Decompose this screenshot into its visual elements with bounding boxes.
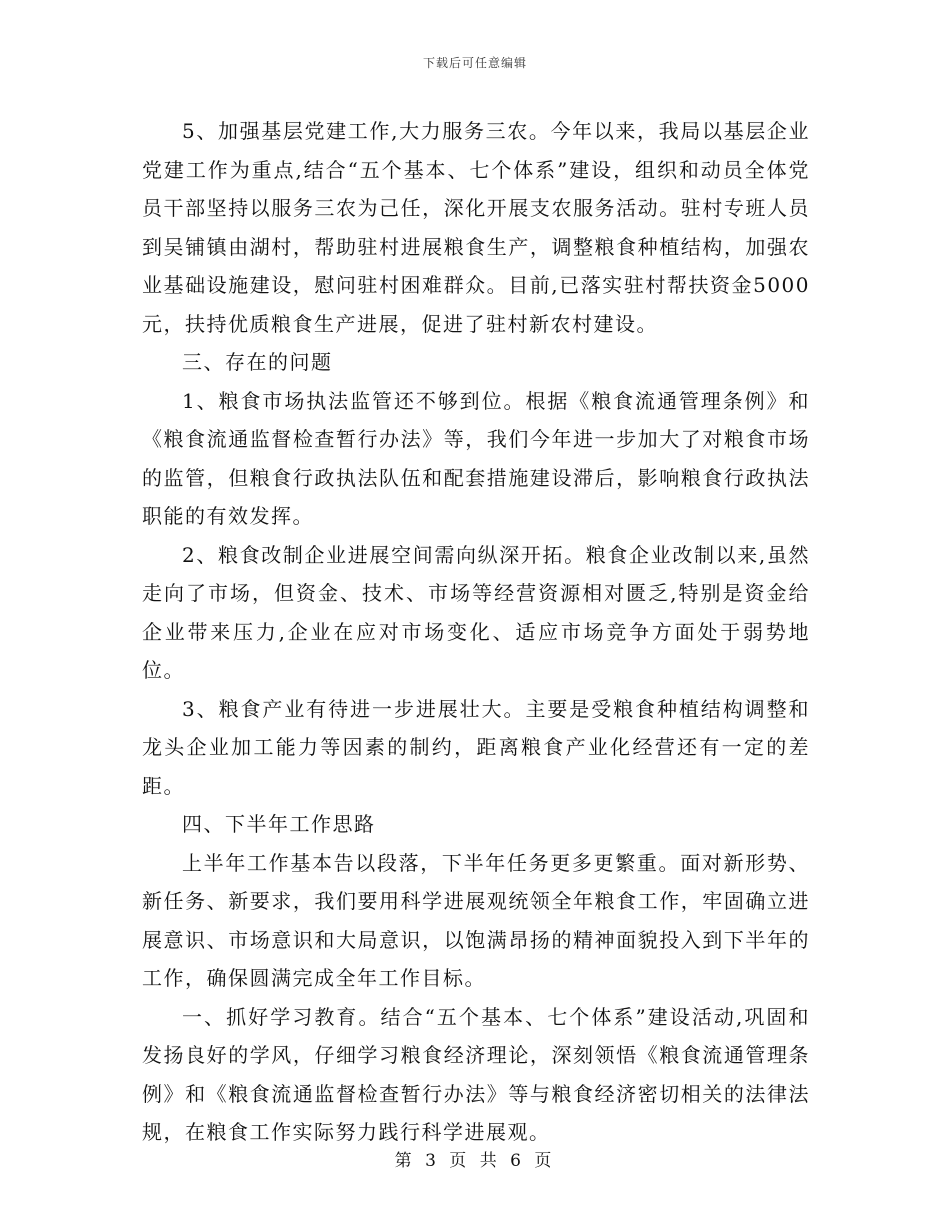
paragraph-plan-intro: 上半年工作基本告以段落，下半年任务更多更繁重。面对新形势、新任务、新要求，我们要用科学进展观统领全年粮食工作，牢固确立进展意识、市场意识和大局意识，以饱满昂扬的精神面貌投入到下半年的工作，确保圆满完成全年工作目标。: [142, 850, 810, 990]
paragraph-problem-3: 3、粮食产业有待进一步进展壮大。主要是受粮食种植结构调整和龙头企业加工能力等因素的制约，距离粮食产业化经营还有一定的差距。: [142, 696, 810, 798]
page-header: 下载后可任意编辑: [422, 56, 527, 70]
section-heading-plan: 四、下半年工作思路: [182, 812, 376, 836]
paragraph-plan-study: 一、抓好学习教育。结合“五个基本、七个体系”建设活动,巩固和发扬良好的学风，仔细学习粮食经济理论，深刻领悟《粮食流通管理条例》和《粮食流通监督检查暂行办法》等与粮食经济密切相关的法律法规，在粮食工作实际努力践行科学进展观。: [142, 1004, 810, 1144]
section-heading-problems: 三、存在的问题: [182, 350, 333, 374]
paragraph-problem-1: 1、粮食市场执法监管还不够到位。根据《粮食流通管理条例》和《粮食流通监督检查暂行办法》等，我们今年进一步加大了对粮食市场的监管，但粮食行政执法队伍和配套措施建设滞后，影响粮食行政执法职能的有效发挥。: [142, 388, 810, 528]
paragraph-party-building: 5、加强基层党建工作,大力服务三农。今年以来，我局以基层企业党建工作为重点,结合“五个基本、七个体系”建设，组织和动员全体党员干部坚持以服务三农为己任，深化开展支农服务活动。驻村专班人员到吴铺镇由湖村，帮助驻村进展粮食生产，调整粮食种植结构，加强农业基础设施建设，慰问驻村困难群众。目前,已落实驻村帮扶资金5000元，扶持优质粮食生产进展，促进了驻村新农村建设。: [142, 119, 810, 336]
paragraph-problem-2: 2、粮食改制企业进展空间需向纵深开拓。粮食企业改制以来,虽然走向了市场，但资金、技术、市场等经营资源相对匮乏,特别是资金给企业带来压力,企业在应对市场变化、适应市场竞争方面处于弱势地位。: [142, 542, 810, 682]
page-footer: 第 3 页 共 6 页: [394, 1151, 556, 1171]
document-body: [142, 112, 810, 1152]
